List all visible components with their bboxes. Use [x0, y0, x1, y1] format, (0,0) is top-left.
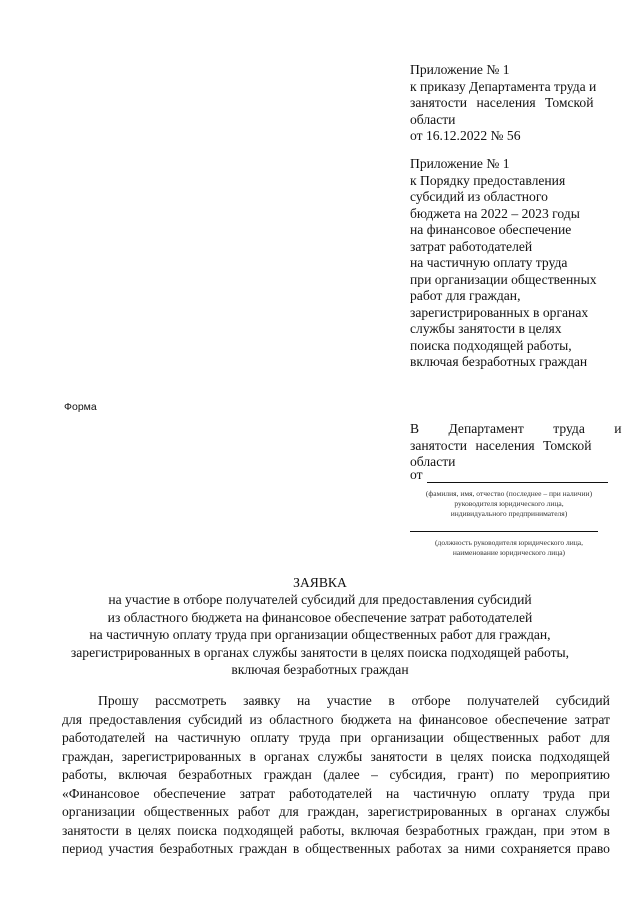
word: обеспечение: [494, 711, 568, 727]
word: при: [588, 785, 610, 801]
paragraph-line: [62, 785, 610, 804]
appendix-1-line: от 16.12.2022 № 56: [410, 128, 521, 143]
word: органах: [511, 804, 557, 819]
from-blank-line[interactable]: [427, 469, 608, 483]
word: организации: [370, 730, 444, 745]
word: грант): [457, 767, 494, 782]
word: в: [249, 748, 256, 764]
paragraph-line: [62, 822, 610, 841]
word: финансовое: [418, 711, 488, 727]
word: (далее: [323, 767, 360, 782]
word: работах: [396, 841, 442, 856]
word: затрат: [239, 785, 276, 801]
word: частичную: [413, 785, 477, 801]
word: предоставления: [89, 711, 182, 727]
addressee-line: занятости населения Томской: [410, 437, 592, 453]
word: общественных: [305, 841, 391, 856]
word: на: [398, 711, 412, 727]
word: в: [435, 748, 443, 764]
word: службы: [317, 748, 363, 764]
appendix-2-line: работ для граждан,: [410, 288, 521, 303]
word: участие: [326, 693, 372, 708]
word: организации: [62, 804, 135, 819]
word: в: [292, 841, 300, 856]
subtitle-line: включая безработных граждан: [231, 662, 409, 677]
word: Прошу: [98, 693, 139, 708]
word: бюджета: [340, 711, 392, 727]
word: из: [249, 711, 263, 727]
word: для: [589, 730, 610, 745]
appendix-2-line: бюджета на 2022 – 2023 годы: [410, 205, 580, 221]
word: затрат: [574, 711, 610, 727]
word: областного: [269, 711, 334, 727]
word: отборе: [411, 693, 451, 708]
word: граждан,: [62, 748, 114, 764]
appendix-2-line: к Порядку предоставления: [410, 172, 566, 188]
subtitle-line: зарегистрированных в органах службы занятости в целях поиска подходящей работы,: [70, 644, 570, 660]
word: на: [154, 730, 169, 745]
paragraph-line: [62, 729, 610, 748]
word: субсидий: [188, 711, 243, 727]
word: рассмотреть: [155, 693, 227, 708]
appendix-2-line: на финансовое обеспечение: [410, 222, 572, 237]
word: работ: [237, 804, 271, 819]
word: включая: [350, 822, 400, 838]
word: граждан,: [485, 822, 537, 838]
word: подходящей: [539, 748, 610, 764]
note-line: индивидуального предпринимателя): [450, 509, 568, 518]
addressee-line: В Департамент труда и: [410, 421, 622, 436]
note-line: наименование юридического лица): [452, 548, 566, 557]
word: субсидия,: [389, 767, 446, 782]
word: «Финансовое: [62, 785, 140, 801]
word: участия: [108, 841, 154, 856]
word: в: [388, 693, 395, 708]
word: общественных: [453, 730, 539, 745]
subtitle-line: на участие в отборе получателей субсидий для предоставления субсидий: [108, 592, 532, 607]
appendix-2-line: субсидий из областного: [410, 189, 548, 204]
document-title: ЗАЯВКА: [293, 575, 347, 590]
word: для: [62, 711, 82, 727]
word: зарегистрированных: [121, 748, 242, 764]
word: целях: [450, 748, 484, 764]
word: право: [576, 841, 610, 856]
word: на: [386, 785, 400, 801]
position-field-note: [410, 538, 608, 558]
appendix-1-line: Приложение № 1: [410, 62, 510, 77]
word: при: [339, 730, 362, 745]
word: безработных: [405, 822, 480, 838]
paragraph-line: [62, 840, 610, 859]
word: за: [447, 841, 459, 856]
word: работы,: [299, 822, 345, 838]
subtitle-line: на частичную оплату труда при организации общественных работ для граждан,: [89, 627, 551, 642]
word: частичную: [177, 730, 241, 745]
word: занятости: [62, 822, 120, 838]
word: для: [278, 804, 299, 819]
word: органах: [264, 748, 310, 764]
word: общественных: [143, 804, 230, 819]
from-field[interactable]: [410, 467, 608, 483]
paragraph-line: [62, 711, 610, 730]
addressee-line: области: [410, 454, 456, 469]
word: в: [125, 822, 132, 838]
word: подходящей: [223, 822, 294, 838]
appendix-2-line: Приложение № 1: [410, 156, 510, 171]
note-line: (должность руководителя юридического лица,: [435, 538, 583, 547]
word: –: [371, 767, 378, 782]
word: ними: [464, 841, 496, 856]
word: работы,: [62, 767, 107, 782]
word: обеспечение: [153, 785, 226, 801]
word: сохраняется: [500, 841, 571, 856]
word: оплату: [490, 785, 530, 801]
appendix-2-line: затрат работодателей: [410, 238, 533, 254]
appendix-2-line: включая безработных граждан: [410, 354, 588, 369]
appendix-2-line: службы занятости в целях: [410, 321, 562, 336]
appendix-2-line: на частичную оплату труда: [410, 255, 568, 270]
addressee-block: [410, 421, 622, 471]
subtitle-line: из областного бюджета на финансовое обеспечение затрат работодателей: [107, 609, 533, 625]
word: в: [603, 822, 610, 838]
word: этом: [570, 822, 598, 838]
document-subtitle: [0, 591, 640, 679]
word: получателей: [467, 693, 540, 708]
word: труда: [543, 785, 575, 801]
position-blank-line[interactable]: [410, 531, 598, 532]
word: безработных: [159, 841, 234, 856]
word: работодателей: [288, 785, 373, 801]
word: поиска: [491, 748, 532, 764]
appendix-1-header: [410, 62, 608, 145]
word: службы: [565, 804, 610, 819]
form-label: Форма: [64, 401, 97, 413]
word: период: [62, 841, 103, 856]
paragraph-line: [62, 692, 610, 711]
word: занятости: [370, 748, 428, 764]
appendix-1-line: занятости населения Томской: [410, 95, 594, 110]
paragraph-line: [62, 803, 610, 822]
request-paragraph: [62, 692, 610, 859]
paragraph-line: [62, 748, 610, 767]
word: работ: [548, 730, 581, 745]
paragraph-line: [62, 766, 610, 785]
word: безработных: [178, 767, 253, 782]
word: субсидий: [555, 693, 610, 708]
word: при: [543, 822, 565, 838]
appendix-2-line: поиска подходящей работы,: [410, 337, 572, 353]
from-field-note: [410, 489, 608, 519]
word: работодателей: [62, 730, 146, 745]
word: включая: [118, 767, 167, 782]
word: оплату: [250, 730, 290, 745]
word: заявку: [243, 693, 281, 708]
appendix-2-line: при организации общественных: [410, 271, 597, 287]
word: в: [496, 804, 503, 819]
appendix-2-header: [410, 156, 608, 371]
appendix-2-line: зарегистрированных в органах: [410, 304, 589, 320]
word: поиска: [177, 822, 218, 838]
word: по: [505, 767, 520, 782]
word: труда: [298, 730, 331, 745]
note-line: (фамилия, имя, отчество (последнее – при наличии): [425, 489, 593, 498]
word: зарегистрированных: [367, 804, 488, 819]
appendix-1-line: области: [410, 111, 456, 127]
word: граждан: [239, 841, 288, 856]
from-label: от: [410, 467, 423, 482]
word: мероприятию: [530, 767, 610, 782]
note-line: руководителя юридического лица,: [454, 499, 564, 508]
word: на: [296, 693, 311, 708]
word: граждан: [263, 767, 312, 782]
word: целях: [137, 822, 172, 838]
appendix-1-line: к приказу Департамента труда и: [410, 78, 597, 94]
word: граждан,: [307, 804, 359, 819]
